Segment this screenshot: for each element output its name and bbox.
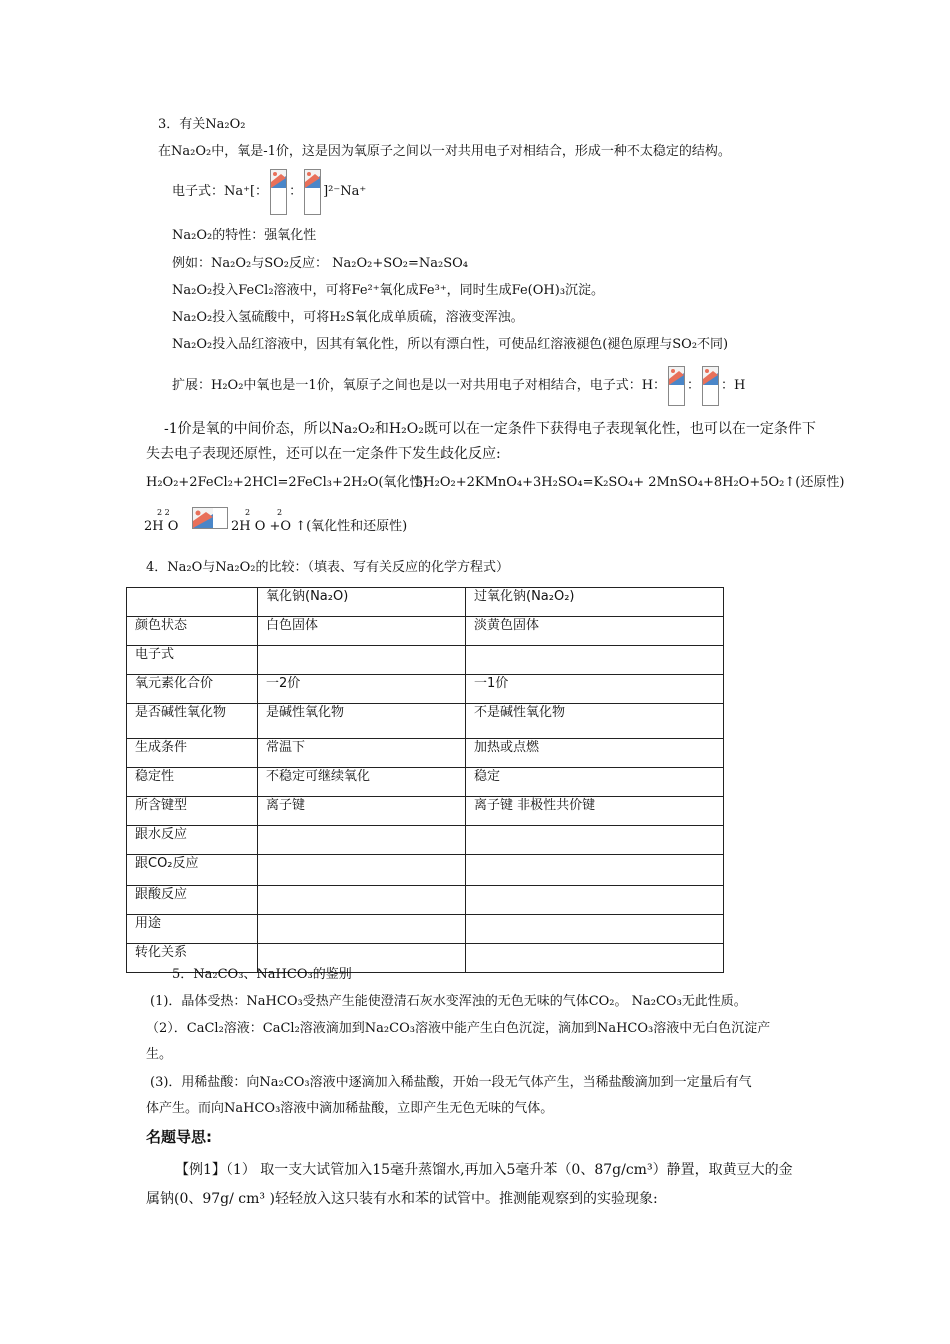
table-cell: 稳定性	[127, 768, 258, 797]
eq3-subscript-left: 2 2	[157, 508, 170, 517]
table-cell: 白色固体	[258, 617, 466, 646]
table-row	[127, 797, 724, 826]
equation-disproportion-left: 2H O	[144, 519, 179, 534]
table-cell: 是否碱性氧化物	[127, 704, 258, 739]
table-cell: 淡黄色固体	[466, 617, 724, 646]
mingti-title: 名题导思:	[146, 1128, 212, 1146]
table-cell	[258, 886, 466, 915]
table-cell: 电子式	[127, 646, 258, 675]
table-cell	[466, 944, 724, 973]
eq3-subscript-r2: 2	[277, 508, 283, 517]
table-row	[127, 826, 724, 855]
table-cell: 一2价	[258, 675, 466, 704]
table-cell: 跟酸反应	[127, 886, 258, 915]
table-row	[127, 886, 724, 915]
table-row	[127, 646, 724, 675]
equation-oxidizing: H₂O₂+2FeCl₂+2HCl=2FeCl₃+2H₂O(氧化性)	[146, 475, 428, 490]
electron-formula-label: 电子式：Na⁺[：	[172, 184, 269, 199]
table-cell	[258, 646, 466, 675]
extension-tail: ：H	[721, 378, 746, 393]
table-cell	[466, 855, 724, 886]
eq3-subscript-r1: 2	[245, 508, 251, 517]
section-4-heading: 4．Na₂O与Na₂O₂的比较：（填表、写有关反应的化学方程式）	[146, 560, 509, 575]
table-cell: 所含键型	[127, 797, 258, 826]
table-header-row	[127, 588, 724, 617]
table-cell	[466, 826, 724, 855]
na2o-na2o2-comparison-table	[126, 587, 724, 973]
electron-formula-tail: ]²⁻Na⁺	[323, 184, 367, 199]
na2o2-h2s: Na₂O₂投入氢硫酸中，可将H₂S氧化成单质硫，溶液变浑浊。	[172, 310, 524, 325]
extension-text: 扩展：H₂O₂中氧也是一1价，氧原子之间也是以一对共用电子对相结合，电子式：H：	[172, 378, 667, 393]
section-5-heading: 5．Na₂CO₃、NaHCO₃的鉴别	[172, 967, 352, 982]
equation-reducing: 5H₂O₂+2KMnO₄+3H₂SO₄=K₂SO₄+ 2MnSO₄+8H₂O+5O₂↑(还原性)	[415, 475, 845, 490]
na2o2-pinhong: Na₂O₂投入品红溶液中，因其有氧化性，所以有漂白性，可使品红溶液褪色(褪色原理与SO₂不同)	[172, 337, 729, 352]
electron-formula-na2o2	[172, 168, 366, 216]
na2o2-fecl2: Na₂O₂投入FeCl₂溶液中，可将Fe²⁺氧化成Fe³⁺，同时生成Fe(OH)₃沉淀。	[172, 283, 605, 298]
broken-image-icon	[192, 507, 228, 529]
table-cell: 一1价	[466, 675, 724, 704]
electron-colon: ：	[687, 378, 701, 393]
table-cell	[258, 915, 466, 944]
table-cell: 跟CO₂反应	[127, 855, 258, 886]
table-cell: 离子键 非极性共价键	[466, 797, 724, 826]
table-row	[127, 675, 724, 704]
table-row	[127, 739, 724, 768]
table-cell: 常温下	[258, 739, 466, 768]
table-cell	[258, 826, 466, 855]
method-3-hcl-line2: 体产生。而向NaHCO₃溶液中滴加稀盐酸，立即产生无色无味的气体。	[146, 1101, 554, 1116]
table-cell: 不是碱性氧化物	[466, 704, 724, 739]
table-cell: 是碱性氧化物	[258, 704, 466, 739]
table-cell: 稳定	[466, 768, 724, 797]
equation-disproportion-right: 2H O +O ↑(氧化性和还原性)	[231, 519, 408, 534]
valence-paragraph-line1: -1价是氧的中间价态，所以Na₂O₂和H₂O₂既可以在一定条件下获得电子表现氧化性，也可以在一定条件下	[164, 421, 816, 437]
table-cell: 生成条件	[127, 739, 258, 768]
example-1-line2: 属钠(0、97g/ cm³ )轻轻放入这只装有水和苯的试管中。推测能观察到的实验现象:	[146, 1191, 658, 1207]
na2o2-so2-example: 例如：Na₂O₂与SO₂反应： Na₂O₂+SO₂=Na₂SO₄	[172, 256, 468, 271]
broken-image-icon	[702, 366, 719, 406]
table-cell: 加热或点燃	[466, 739, 724, 768]
method-2-cacl2-line1: （2）．CaCl₂溶液：CaCl₂溶液滴加到Na₂CO₃溶液中能产生白色沉淀，滴加到NaHCO₃溶液中无白色沉淀产	[146, 1021, 771, 1036]
table-cell: 离子键	[258, 797, 466, 826]
equation-condition-image	[186, 507, 234, 529]
broken-image-icon	[668, 366, 685, 406]
method-1-heating: (1)．晶体受热：NaHCO₃受热产生能使澄清石灰水变浑浊的无色无味的气体CO₂。 Na₂CO₃无此性质。	[150, 994, 747, 1009]
table-cell: 氧化钠(Na₂O)	[258, 588, 466, 617]
table-row	[127, 915, 724, 944]
broken-image-icon	[270, 169, 287, 215]
method-2-cacl2-line2: 生。	[146, 1047, 173, 1062]
table-row	[127, 855, 724, 886]
table-cell: 颜色状态	[127, 617, 258, 646]
table-row	[127, 768, 724, 797]
example-1-line1: 【例1】（1） 取一支大试管加入15毫升蒸馏水,再加入5毫升苯（0、87g/cm³）静置，取黄豆大的金	[175, 1162, 793, 1178]
table-cell: 转化关系	[127, 944, 258, 973]
electron-colon: ：	[289, 184, 303, 199]
table-cell: 氧元素化合价	[127, 675, 258, 704]
table-cell: 不稳定可继续氧化	[258, 768, 466, 797]
table-cell: 跟水反应	[127, 826, 258, 855]
table-cell	[466, 915, 724, 944]
broken-image-icon	[304, 169, 321, 215]
table-cell	[466, 886, 724, 915]
h2o2-extension	[172, 362, 745, 410]
table-cell	[466, 646, 724, 675]
table-cell	[127, 588, 258, 617]
method-3-hcl-line1: (3)．用稀盐酸：向Na₂CO₃溶液中逐滴加入稀盐酸，开始一段无气体产生，当稀盐酸滴加到一定量后有气	[150, 1075, 752, 1090]
section-3-intro: 在Na₂O₂中，氧是-1价，这是因为氧原子之间以一对共用电子对相结合，形成一种不太稳定的结构。	[158, 144, 731, 159]
table-cell	[258, 855, 466, 886]
table-cell: 用途	[127, 915, 258, 944]
table-row	[127, 617, 724, 646]
table-row	[127, 704, 724, 739]
section-3-heading: 3．有关Na₂O₂	[158, 117, 246, 132]
table-cell: 过氧化钠(Na₂O₂)	[466, 588, 724, 617]
na2o2-property: Na₂O₂的特性：强氧化性	[172, 228, 317, 243]
valence-paragraph-line2: 失去电子表现还原性，还可以在一定条件下发生歧化反应:	[146, 446, 501, 462]
